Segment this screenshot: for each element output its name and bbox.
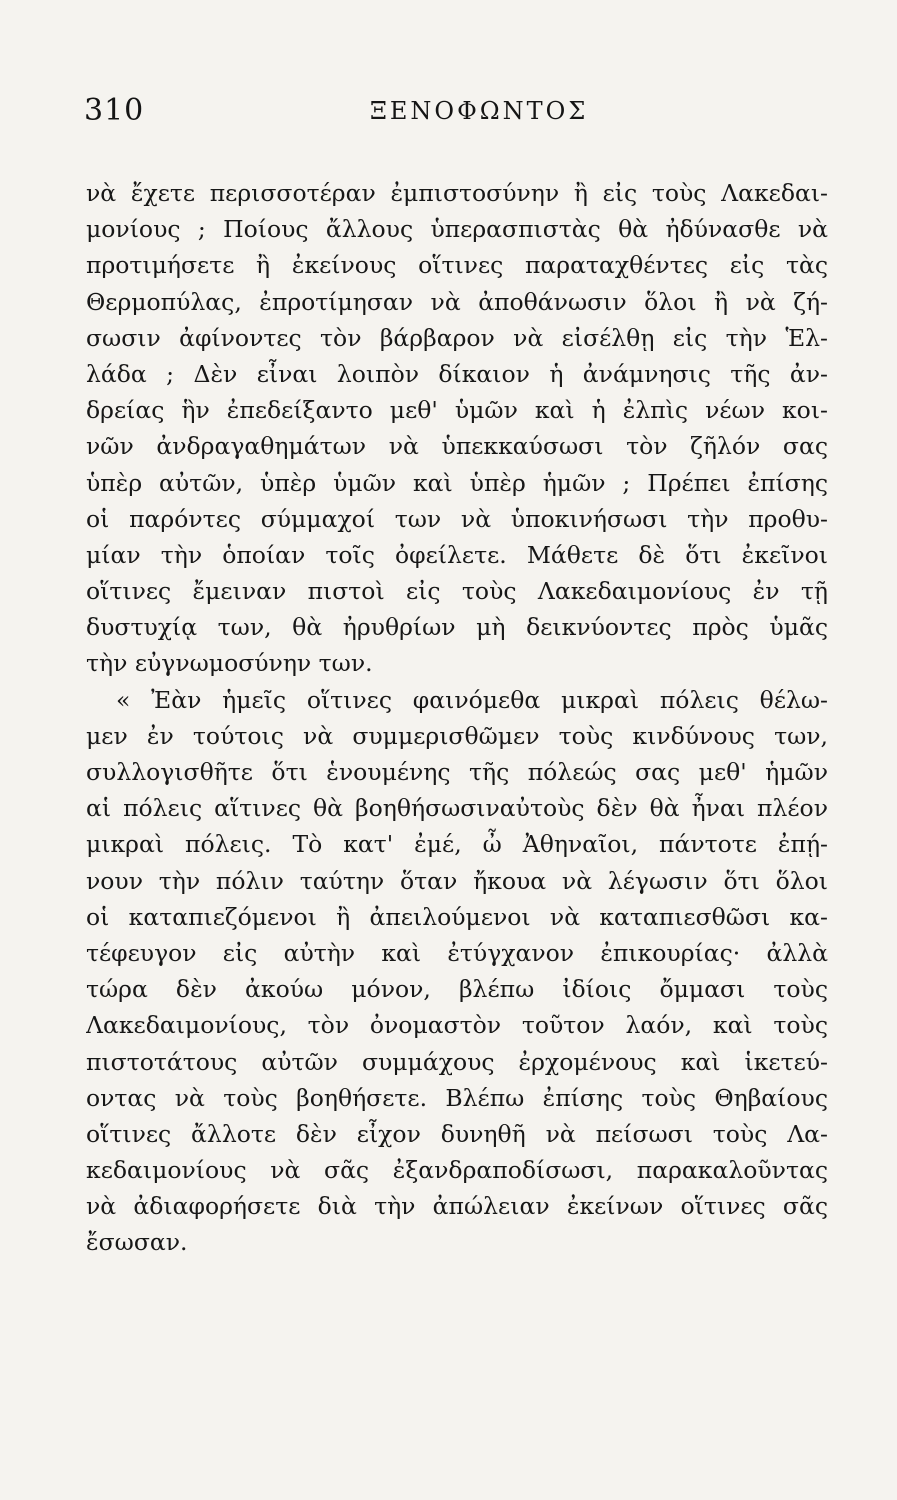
- text-line: μονίους ; Ποίους ἄλλους ὑπερασπιστὰς θὰ ἠδύνασθε νὰ: [86, 215, 828, 244]
- running-head: ΞΕΝΟΦΩΝΤΟΣ: [370, 97, 589, 125]
- text-line: ὑπὲρ αὐτῶν, ὑπὲρ ὑμῶν καὶ ὑπὲρ ἡμῶν ; Πρέπει ἐπίσης: [86, 468, 828, 497]
- text-line: σωσιν ἀφίνοντες τὸν βάρβαρον νὰ εἰσέλθῃ εἰς τὴν Ἑλ-: [86, 323, 828, 352]
- text-line: οἵτινες ἄλλοτε δὲν εἶχον δυνηθῆ νὰ πείσωσι τοὺς Λα-: [86, 1119, 828, 1148]
- text-line: μίαν τὴν ὁποίαν τοῖς ὀφείλετε. Μάθετε δὲ ὅτι ἐκεῖνοι: [86, 540, 828, 569]
- text-line: οντας νὰ τοὺς βοηθήσετε. Βλέπω ἐπίσης τοὺς Θηβαίους: [86, 1083, 828, 1112]
- text-line: πιστοτάτους αὐτῶν συμμάχους ἐρχομένους καὶ ἱκετεύ-: [86, 1047, 828, 1076]
- paragraph-last-line: τὴν εὐγνωμοσύνην των.: [86, 649, 373, 678]
- text-line: προτιμήσετε ἢ ἐκείνους οἵτινες παραταχθέντες εἰς τὰς: [86, 251, 828, 280]
- text-line: νὰ ἔχετε περισσοτέραν ἐμπιστοσύνην ἢ εἰς τοὺς Λακεδαι-: [86, 179, 828, 207]
- body-text: [86, 175, 828, 1261]
- text-line: αἱ πόλεις αἵτινες θὰ βοηθήσωσιναὐτοὺς δὲν θὰ ἦναι πλέον: [86, 794, 828, 823]
- text-line: συλλογισθῆτε ὅτι ἑνουμένης τῆς πόλεώς σας μεθ' ἡμῶν: [86, 758, 828, 786]
- text-line: νὰ ἀδιαφορήσετε διὰ τὴν ἀπώλειαν ἐκείνων οἵτινες σᾶς: [86, 1192, 828, 1221]
- text-line: μεν ἐν τούτοις νὰ συμμερισθῶμεν τοὺς κινδύνους των,: [86, 721, 828, 750]
- text-line: κεδαιμονίους νὰ σᾶς ἐξανδραποδίσωσι, παρακαλοῦντας: [86, 1156, 828, 1185]
- text-line: Θερμοπύλας, ἐπροτίμησαν νὰ ἀποθάνωσιν ὅλοι ἢ νὰ ζή-: [86, 287, 828, 316]
- text-line: δρείας ἣν ἐπεδείξαντο μεθ' ὑμῶν καὶ ἡ ἐλπὶς νέων κοι-: [86, 396, 828, 425]
- text-line: δυστυχίᾳ των, θὰ ἠρυθρίων μὴ δεικνύοντες πρὸς ὑμᾶς: [86, 613, 828, 642]
- text-line: τέφευγον εἰς αὐτὴν καὶ ἐτύγχανον ἐπικουρίας· ἀλλὰ: [86, 938, 828, 967]
- text-line: οἱ καταπιεζόμενοι ἢ ἀπειλούμενοι νὰ καταπιεσθῶσι κα-: [86, 902, 828, 931]
- text-line: νουν τὴν πόλιν ταύτην ὅταν ἤκουα νὰ λέγωσιν ὅτι ὅλοι: [86, 866, 828, 895]
- paragraph-last-line: ἔσωσαν.: [86, 1228, 188, 1257]
- text-line: μικραὶ πόλεις. Τὸ κατ' ἐμέ, ὦ Ἀθηναῖοι, πάντοτε ἐπῄ-: [86, 830, 828, 859]
- page-header: [0, 93, 897, 133]
- paragraph-first-line: « Ἐὰν ἡμεῖς οἵτινες φαινόμεθα μικραὶ πόλεις θέλω-: [116, 685, 828, 714]
- text-line: Λακεδαιμονίους, τὸν ὀνομαστὸν τοῦτον λαόν, καὶ τοὺς: [86, 1011, 828, 1040]
- text-line: λάδα ; Δὲν εἶναι λοιπὸν δίκαιον ἡ ἀνάμνησις τῆς ἀν-: [86, 359, 828, 388]
- page-number: 310: [84, 93, 145, 128]
- text-line: νῶν ἀνδραγαθημάτων νὰ ὑπεκκαύσωσι τὸν ζῆλόν σας: [86, 432, 828, 461]
- text-line: οἵτινες ἔμειναν πιστοὶ εἰς τοὺς Λακεδαιμονίους ἐν τῇ: [86, 577, 828, 606]
- text-line: οἱ παρόντες σύμμαχοί των νὰ ὑποκινήσωσι τὴν προθυ-: [86, 504, 828, 533]
- text-line: τώρα δὲν ἀκούω μόνον, βλέπω ἰδίοις ὄμμασι τοὺς: [86, 975, 828, 1004]
